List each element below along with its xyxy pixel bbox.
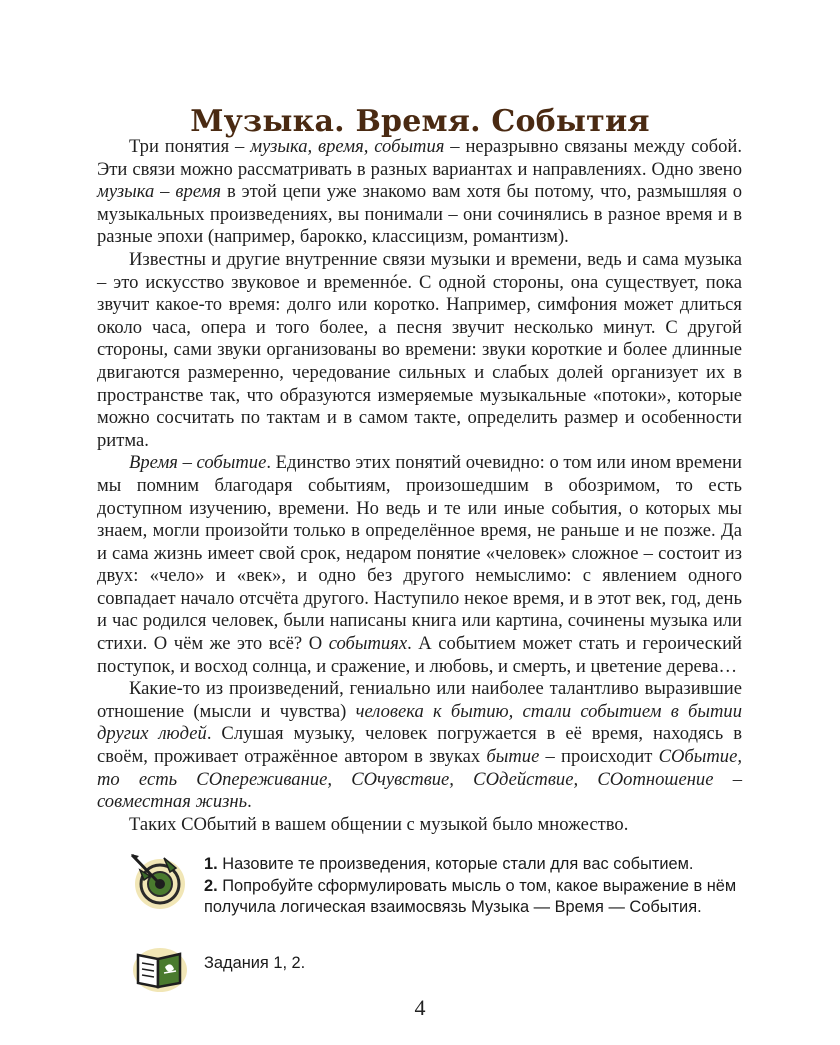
text-run: . Единство этих понятий очевидно: о том или ином времени мы помним благодаря событиям, произошедшим в обозримом, то есть доступном изучению, времени. Но ведь и те или иные события, о которых мы знаем, могли произойти только в определённое время, не раньше и не позже. Да и сама жизнь имеет свой срок, недаром понятие «человек» сложное – состоит из двух: «чело» и «век», и одно без другого немыслимо: с явлением одного совпадает начало отсчёта другого. Наступило некое время, и в этот век, год, день и час родился человек, были написаны книга или картина, сочинены музыка или стихи. О чём же это всё? О [97,452,742,655]
text-run: Известны и другие внутренние связи музыки и времени, ведь и сама музыка – это искусство звуковое и временнóе. С одной стороны, она существует, пока звучит какое-то время: долго или коротко. Например, симфония может длиться около часа, опера и того более, а песня звучит несколько минут. С другой стороны, сами звуки организованы во времени: звуки короткие и более длинные двигаются размеренно, чередование сильных и слабых долей организует их в пространстве так, что образуются измеряемые музыкальные «потоки», которые можно сосчитать по тактам и в самом такте, определить размер и особенности ритма. [97,248,742,451]
question-text: Назовите те произведения, которые стали для вас событием. [222,855,694,873]
text-run: Какие-то из произведений, гениально или наиболее талантливо выразившие отношение (мысли и чувства) [97,678,742,722]
question-number: 2. [204,876,218,895]
target-icon [130,852,188,910]
body-text [97,136,742,836]
question-item [204,876,774,919]
text-run: – неразрывно связаны между собой. Эти связи можно рассматривать в разных вариантах и направлениях. Одно звено [97,136,742,180]
italic-run: человека к бытию, стали событием в бытии других людей [97,700,742,745]
paragraph [97,452,742,678]
text-run: Таких СОбытий в вашем общении с музыкой было множество. [129,813,629,835]
page-title: Музыка. Время. События [190,104,650,140]
paragraph [97,136,742,249]
workbook-icon [130,943,188,993]
question-item [204,854,774,876]
italic-run: бытие [486,746,540,768]
paragraph [97,249,742,452]
text-run: Три понятия – [129,136,251,157]
italic-run: музыка – время [97,181,222,203]
tasks-reference: Задания 1, 2. [204,954,306,972]
question-number: 1. [204,855,218,873]
text-run: в этой цепи уже знакомо вам хотя бы потому, что, размышляя о музыкальных произведениях, вы понимали – они сочинялись в разное время и в разные эпохи (например, барокко, классицизм, романтизм). [97,181,742,248]
paragraph [97,678,742,814]
task-block [128,848,768,988]
text-run: . Слушая музыку, человек погружается в её время, находясь в своём, проживает отражённое автором в звуках [97,723,742,768]
italic-run: Время – событие [129,452,267,474]
question-text: Попробуйте сформулировать мысль о том, какое выражение в нём получила логическая взаимосвязь Музыка — Время — События. [204,876,737,916]
text-run: . А событием может стать и героический поступок, и восход солнца, и сражение, и любовь, и смерть, и цветение дерева… [97,633,742,677]
paragraph [97,814,742,837]
questions-list [204,854,774,919]
italic-run: событиях [328,633,408,655]
text-run: – происходит [539,746,659,768]
page-number: 4 [414,995,426,1020]
text-run: . [247,791,252,813]
italic-run: музыка, время, события [250,136,445,157]
italic-run: СОбытие, то есть СОпереживание, СОчувствие, СОдействие, СОотношение – совместная жизнь [97,746,742,813]
